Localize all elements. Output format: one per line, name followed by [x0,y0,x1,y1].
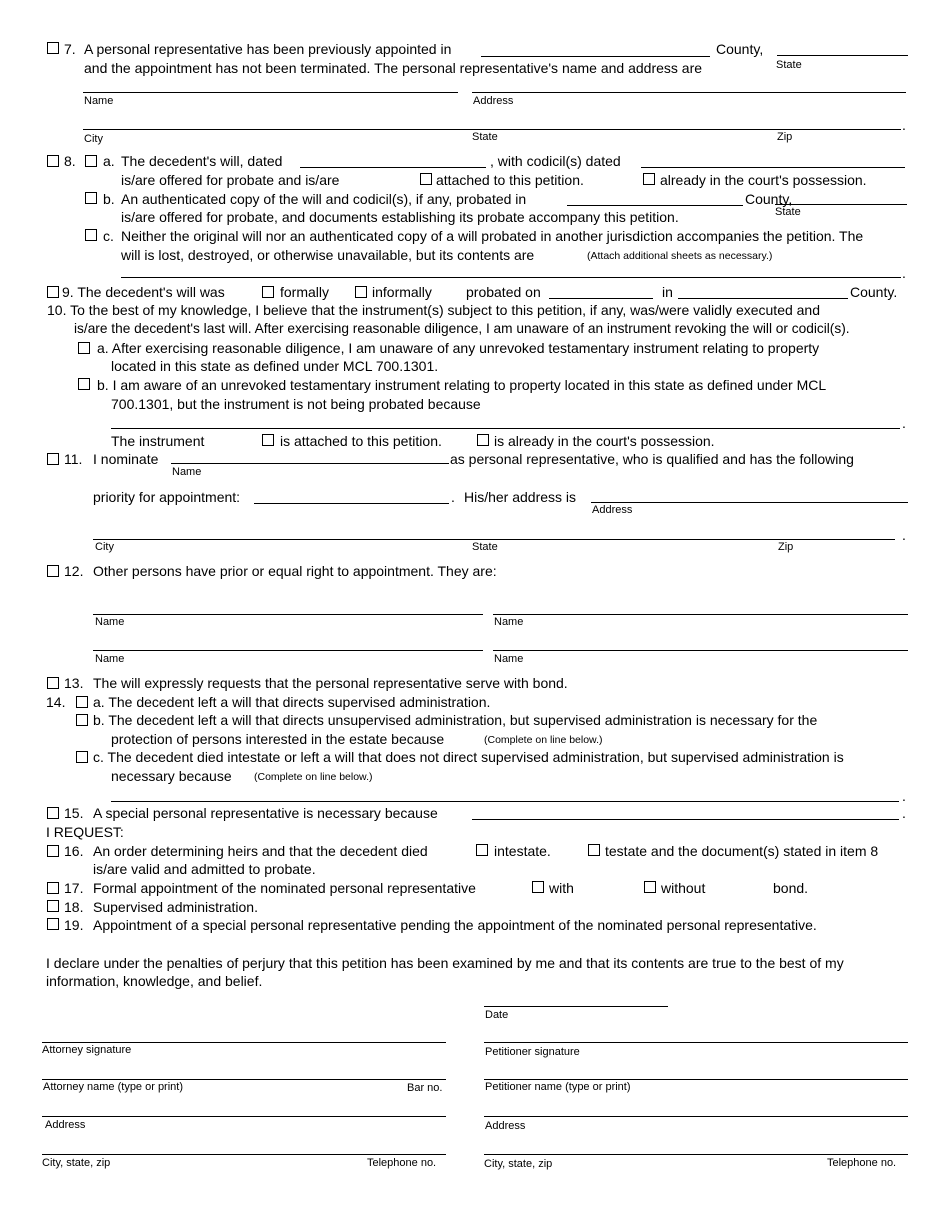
item17-number: 17. [64,880,84,896]
attorney-address-label: Address [45,1119,86,1131]
item7-address-field[interactable] [472,92,906,93]
item8c-checkbox[interactable] [85,229,97,241]
item8a-label: a. [103,153,115,169]
item12-name1-label: Name [95,616,125,628]
item10-attached-label: is attached to this petition. [280,433,442,449]
item8b-state-label: State [775,206,801,218]
item17-text: Formal appointment of the nominated personal representative [93,880,476,896]
attorney-signature-label: Attorney signature [42,1044,132,1056]
item15-checkbox[interactable] [47,807,59,819]
item19-checkbox[interactable] [47,918,59,930]
item8b-state-field[interactable] [775,204,907,205]
item12-text: Other persons have prior or equal right to appointment. They are: [93,563,497,579]
item16-testate-label: testate and the document(s) stated in item 8 [605,843,879,859]
period: . [902,788,906,804]
item7-number: 7. [64,41,76,57]
item12-name3-field[interactable] [93,650,483,651]
date-field[interactable] [484,1006,668,1007]
item10-instrument-label: The instrument [111,433,205,449]
item8a-attached-label: attached to this petition. [436,172,584,188]
item14c-text: c. The decedent died intestate or left a will that does not direct supervised administration, but supervised administration is [93,749,844,765]
item12-name2-label: Name [494,616,524,628]
item9-informally-checkbox[interactable] [355,286,367,298]
item11-text: I nominate [93,451,159,467]
item10-attached-checkbox[interactable] [262,434,274,446]
item12-checkbox[interactable] [47,565,59,577]
item8b-county-label: County, [745,191,793,207]
item9-probated-on: probated on [466,284,541,300]
item8a-attached-checkbox[interactable] [420,173,432,185]
attorney-telephone-label: Telephone no. [367,1157,437,1169]
item11-number: 11. [64,451,83,467]
item14b-note: (Complete on line below.) [484,734,603,746]
item8b-text2: is/are offered for probate, and documents establishing its probate accompany this petition. [121,209,679,225]
item16-checkbox[interactable] [47,845,59,857]
item11-period: . [451,489,455,505]
item7-zip-label: Zip [777,131,793,143]
item13-checkbox[interactable] [47,677,59,689]
attorney-name-label: Attorney name (type or print) [43,1081,184,1093]
item17-with-label: with [549,880,574,896]
item7-text-line2: and the appointment has not been terminated. The personal representative's name and address are [84,60,703,76]
item9-county-label: County. [850,284,898,300]
declaration-text: I declare under the penalties of perjury that this petition has been examined by me and that its contents are true to the best of my [46,955,844,971]
item9-text: 9. The decedent's will was [62,284,225,300]
attorney-city-state-zip-field[interactable] [42,1154,446,1155]
item9-county-field[interactable] [678,298,848,299]
item15-number: 15. [64,805,84,821]
petitioner-address-label: Address [485,1120,526,1132]
item14c-note: (Complete on line below.) [254,771,373,783]
period: . [902,805,906,821]
item18-text: Supervised administration. [93,899,258,915]
petitioner-city-state-zip-label: City, state, zip [484,1158,553,1170]
item16-number: 16. [64,843,84,859]
item12-name2-field[interactable] [493,614,908,615]
petitioner-signature-field[interactable] [484,1042,908,1043]
item9-date-field[interactable] [549,298,653,299]
attorney-name-field[interactable] [42,1079,446,1080]
item8a-codicil-date-field[interactable] [641,167,905,168]
item12-name4-label: Name [494,653,524,665]
item16-text: An order determining heirs and that the decedent died [93,843,428,859]
item17-without-checkbox[interactable] [644,881,656,893]
item7-checkbox[interactable] [47,42,59,54]
item11-priority-field[interactable] [254,503,449,504]
bar-no-label: Bar no. [407,1082,443,1094]
item13-number: 13. [64,675,84,691]
item9-in: in [662,284,673,300]
item10-text: 10. To the best of my knowledge, I believe that the instrument(s) subject to this petition, if any, was/were validly executed and [47,302,821,318]
item12-name3-label: Name [95,653,125,665]
item11-city-state-zip-field[interactable] [93,539,895,540]
petitioner-telephone-label: Telephone no. [827,1157,897,1169]
item8c-text: Neither the original will nor an authenticated copy of a will probated in another jurisdiction accompanies the petition. The [121,228,864,244]
item8-number: 8. [64,153,76,169]
item7-city-label: City [84,133,103,145]
item19-text: Appointment of a special personal representative pending the appointment of the nominated personal representative. [93,917,817,933]
item8a-possession-checkbox[interactable] [643,173,655,185]
item10a-checkbox[interactable] [78,342,90,354]
item8c-note: (Attach additional sheets as necessary.) [587,250,773,262]
item13-text: The will expressly requests that the personal representative serve with bond. [93,675,568,691]
item8a-possession-label: already in the court's possession. [660,172,867,188]
item7-name-field[interactable] [83,92,458,93]
item14a-checkbox[interactable] [76,696,88,708]
item14a-text: a. The decedent left a will that directs supervised administration. [93,694,491,710]
item11-city-label: City [95,541,114,553]
item7-city-state-zip-field[interactable] [83,129,901,130]
item10-possession-checkbox[interactable] [477,434,489,446]
period: . [902,117,906,133]
period: . [902,527,906,543]
item8-checkbox[interactable] [47,155,59,167]
item7-text: A personal representative has been previously appointed in [84,41,452,57]
petitioner-address-field[interactable] [484,1116,908,1117]
item11-name-label: Name [172,466,202,478]
item14-number: 14. [46,694,66,710]
item10a-text2: located in this state as defined under MCL 700.1301. [111,358,439,374]
item11-address-label: Address [592,504,633,516]
item11-priority: priority for appointment: [93,489,241,505]
item17-with-checkbox[interactable] [532,881,544,893]
item11-name-field[interactable] [171,463,449,464]
item10b-checkbox[interactable] [78,378,90,390]
item12-name1-field[interactable] [93,614,483,615]
item11-text2: as personal representative, who is qualified and has the following [450,451,854,467]
petitioner-city-state-zip-field[interactable] [484,1154,908,1155]
declaration-text2: information, knowledge, and belief. [46,973,263,989]
item10a-text: a. After exercising reasonable diligence, I am unaware of any unrevoked testamentary instrument relating to property [97,340,820,356]
item14b-text: b. The decedent left a will that directs unsupervised administration, but supervised administration is necessary for the [93,712,818,728]
item17-bond: bond. [773,880,809,896]
item14c-checkbox[interactable] [76,751,88,763]
item11-address-is: His/her address is [464,489,577,505]
item9-formally-label: formally [280,284,330,300]
item17-checkbox[interactable] [47,882,59,894]
item8a-text: The decedent's will, dated [121,153,283,169]
item8b-county-field[interactable] [567,205,743,206]
item10b-text: b. I am aware of an unrevoked testamentary instrument relating to property located in this state as defined under MCL [97,377,827,393]
item8c-text2: will is lost, destroyed, or otherwise unavailable, but its contents are [121,247,535,263]
item8b-text: An authenticated copy of the will and codicil(s), if any, probated in [121,191,527,207]
item14-reason-field[interactable] [111,801,899,802]
item7-state-field[interactable] [777,55,908,56]
item7-state2-label: State [472,131,498,143]
item10-text2: is/are the decedent's last will. After exercising reasonable diligence, I am unaware of an instrument revoking the will or codicil(s). [74,321,850,336]
item8a-text2: , with codicil(s) dated [490,153,621,169]
item9-informally-label: informally [372,284,432,300]
item17-without-label: without [661,880,706,896]
item10b-reason-field[interactable] [111,428,900,429]
item7-address-label: Address [473,95,514,107]
item16-text2: is/are valid and admitted to probate. [93,861,316,877]
item16-intestate-checkbox[interactable] [476,844,488,856]
item11-address-field[interactable] [591,502,908,503]
item11-state-label: State [472,541,498,553]
item14c-text2: necessary because [111,768,232,784]
item12-number: 12. [64,563,84,579]
item8c-contents-field[interactable] [121,277,901,278]
item8a-will-date-field[interactable] [300,167,486,168]
item7-state-label: State [776,59,802,71]
item14b-checkbox[interactable] [76,714,88,726]
item10-possession-label: is already in the court's possession. [494,433,715,449]
item18-number: 18. [64,899,84,915]
item14b-text2: protection of persons interested in the estate because [111,731,445,747]
petitioner-name-field[interactable] [484,1079,908,1080]
item7-county-field[interactable] [481,56,710,57]
item8b-label: b. [103,191,115,207]
item10b-text2: 700.1301, but the instrument is not being probated because [111,396,481,412]
item8c-label: c. [103,228,114,244]
attorney-address-field[interactable] [42,1116,446,1117]
item9-formally-checkbox[interactable] [262,286,274,298]
petitioner-signature-label: Petitioner signature [485,1046,580,1058]
item7-county-label: County, [716,41,764,57]
item8b-checkbox[interactable] [85,192,97,204]
item8a-text3: is/are offered for probate and is/are [121,172,340,188]
item7-name-label: Name [84,95,114,107]
item11-checkbox[interactable] [47,453,59,465]
period: . [902,265,906,281]
item16-testate-checkbox[interactable] [588,844,600,856]
attorney-signature-field[interactable] [42,1042,446,1043]
item15-reason-field[interactable] [472,819,899,820]
item8a-checkbox[interactable] [85,155,97,167]
request-heading: I REQUEST: [46,824,124,840]
attorney-city-state-zip-label: City, state, zip [42,1157,111,1169]
petitioner-name-label: Petitioner name (type or print) [485,1081,631,1093]
item16-intestate-label: intestate. [494,843,551,859]
period: . [902,415,906,431]
item12-name4-field[interactable] [493,650,908,651]
date-label: Date [485,1009,509,1021]
item11-zip-label: Zip [778,541,794,553]
item19-number: 19. [64,917,84,933]
item9-checkbox[interactable] [47,286,59,298]
item18-checkbox[interactable] [47,900,59,912]
item15-text: A special personal representative is necessary because [93,805,438,821]
